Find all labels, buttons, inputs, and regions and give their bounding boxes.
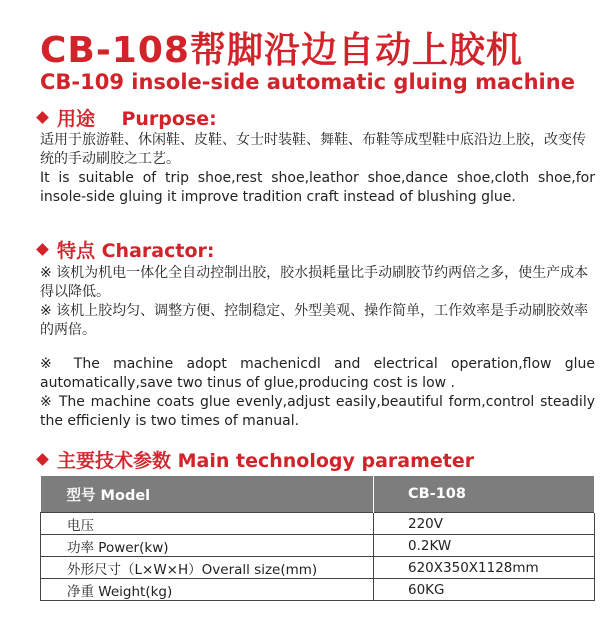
table-cell: 外形尺寸（L×W×H）Overall size(mm) — [41, 557, 374, 579]
table-cell: 620X350X1128mm — [374, 557, 595, 579]
table-row — [41, 579, 595, 601]
character-heading — [38, 236, 214, 263]
table-row — [41, 557, 595, 579]
table-header-row — [41, 476, 595, 513]
character-en-item-1: ※ The machine adopt machenicdl and electrical operation,flow glue automatically,save two tinus of glue,producing cost is low . — [40, 356, 595, 391]
table-row — [41, 513, 595, 535]
table-cell: 电压 — [41, 513, 374, 535]
page-title: CB-108帮脚沿边自动上胶机 — [40, 30, 523, 71]
params-heading-text: 主要技术参数 Main technology parameter — [57, 450, 475, 472]
purpose-zh-text: 适用于旅游鞋、休闲鞋、皮鞋、女士时装鞋、舞鞋、布鞋等成型鞋中底沿边上胶，改变传统的手动刷胶之工艺。 — [40, 132, 586, 167]
table-cell: 功率 Power(kw) — [41, 535, 374, 557]
table-header-cell: 型号 Model — [41, 476, 374, 513]
table-cell: 220V — [374, 513, 595, 535]
purpose-heading-text: 用途 Purpose: — [57, 108, 217, 130]
page-subtitle: CB-109 insole-side automatic gluing machine — [40, 70, 575, 94]
character-zh-item-2: ※ 该机上胶均匀、调整方便、控制稳定、外型美观、操作简单，工作效率是手动刷胶效率的两倍。 — [40, 303, 589, 338]
diamond-bullet-icon — [36, 243, 49, 256]
table-header-cell: CB-108 — [374, 476, 595, 513]
params-heading — [38, 446, 474, 473]
table-cell: 净重 Weight(kg) — [41, 579, 374, 601]
character-en-item-2: ※ The machine coats glue evenly,adjust easily,beautiful form,control steadily the efficienly is two times of manual. — [40, 394, 595, 429]
diamond-bullet-icon — [36, 111, 49, 124]
table-cell: 60KG — [374, 579, 595, 601]
purpose-heading — [38, 104, 217, 131]
table-row — [41, 535, 595, 557]
table-cell: 0.2KW — [374, 535, 595, 557]
purpose-en-text: It is suitable of trip shoe,rest shoe,leathor shoe,dance shoe,cloth shoe,for insole-side gluing it improve tradition craft instead of blushing glue. — [40, 170, 595, 205]
diamond-bullet-icon — [36, 453, 49, 466]
parameter-table — [40, 476, 595, 601]
character-heading-text: 特点 Charactor: — [57, 240, 215, 262]
character-zh-item-1: ※ 该机为机电一体化全自动控制出胶，胶水损耗量比手动刷胶节约两倍之多，使生产成本得以降低。 — [40, 265, 589, 300]
